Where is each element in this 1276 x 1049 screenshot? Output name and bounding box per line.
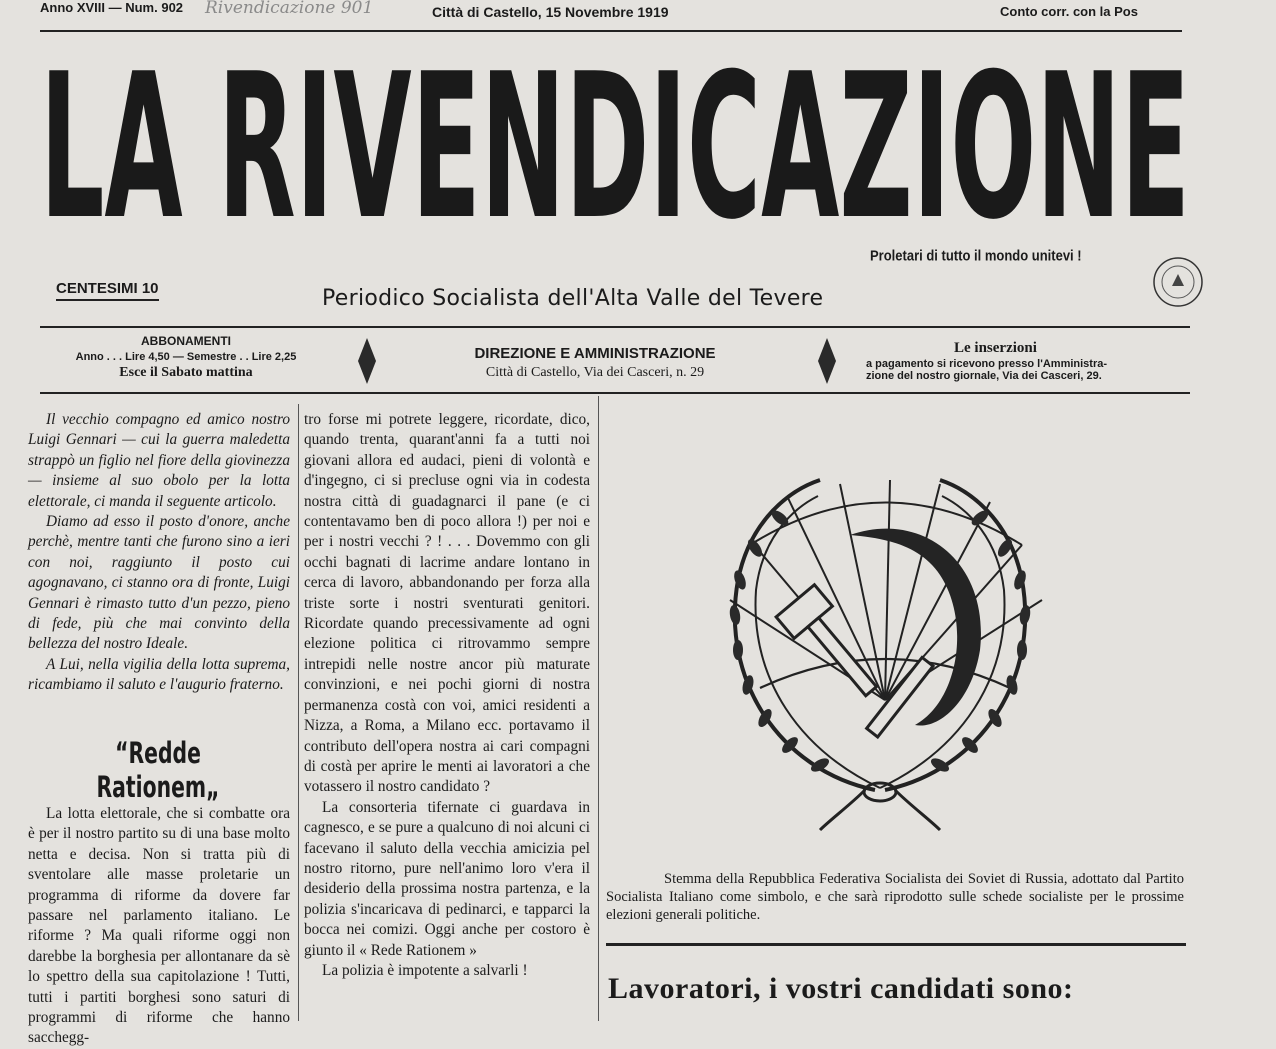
- intro-paragraph: Diamo ad esso il posto d'onore, anche perchè, mentre tanti che furono sino a ieri con noi, raggiunto il posto cui agognavano, ci stanno ora di fronte, Luigi Gennari è rimasto tutto d'un pezzo, pieno di fede, più che mai convinto della bellezza del nostro Ideale.: [28, 513, 290, 653]
- library-stamp: [1150, 254, 1206, 310]
- subtitle: Periodico Socialista dell'Alta Valle del Tevere: [322, 286, 824, 311]
- handwritten-note: Rivendicazione 901: [205, 0, 374, 18]
- column-rule-1: [298, 404, 299, 1021]
- article-paragraph: La polizia è impotente a salvarli !: [322, 961, 528, 979]
- info-rule-bottom: [40, 392, 1190, 394]
- postal-account: Conto corr. con la Pos: [1000, 4, 1138, 19]
- emblem-caption: Stemma della Repubblica Federativa Socialista dei Soviet di Russia, adottato dal Partito Socialista Italiano come simbolo, e che sarà riprodotto sulle schede socialiste per le prossime elezioni generali politiche.: [606, 871, 1184, 923]
- column-rule-2: [598, 396, 599, 1021]
- emblem-hammer-sickle: [690, 450, 1070, 850]
- place-date: Città di Castello, 15 Novembre 1919: [432, 4, 669, 20]
- abbonamenti-prices: Anno . . . Lire 4,50 — Semestre . . Lire 2,25: [75, 351, 297, 363]
- motto: Proletari di tutto il mondo unitevi !: [870, 246, 1082, 265]
- diamond-ornament-right: [816, 336, 838, 386]
- masthead-title-text: LA RIVENDICAZIONE: [40, 31, 1190, 264]
- article-paragraph: La lotta elettorale, che si combatte ora è per il nostro partito su di una base molto netta e decisa. Non si tratta più di sventolare alle masse proletarie un programma di riforme da dovere far passare nel parlamento italiano. Le riforme ? Ma quali riforme oggi non darebbe la borghesia per allontanare da sè lo spettro della sua capitolazione ! Tutti, tutti i partiti borghesi sono saturi di programmi di riforme che hanno sacchegg-: [28, 805, 290, 1047]
- price-box: [56, 280, 159, 301]
- diamond-ornament-left: [356, 336, 378, 386]
- inserzioni-title: Le inserzioni: [954, 340, 1037, 356]
- issue-number: Anno XVIII — Num. 902: [40, 0, 184, 15]
- intro-note: [28, 410, 290, 696]
- publication-day: Esce il Sabato mattina: [119, 365, 253, 380]
- article-paragraph: tro forse mi potrete leggere, ricordate, dico, quando trenta, quarant'anni fa a tutti noi giovani allora ed audaci, pieni di volontà e d'ingegno, ci si precluse ogni via in codesta nostra città di guadagnarci il pane (e ci contentavamo ben di poco allora !) per noi e per i nostri vecchi ? ! . . . Dovemmo con gli occhi bagnati di lacrime andare lontano in cerca di lavoro, abbandonando per forza alla triste sorte i nostri sventurati genitori. Ricordate quando precessivamente ad ogni elezione politica ci ritrovammo sempre intrepidi nelle nostre ancor più maturate convinzioni, e nei pochi giorni di nostra permanenza costà con voi, amici residenti a Nizza, a Roma, a Milano ecc. portavamo il contributo dell'opera nostra ai cari compagni di costà per aprire le menti ai lavoratori a che votassero il nostro candidato ?: [304, 411, 590, 796]
- abbonamenti: [36, 334, 336, 381]
- intro-paragraph: A Lui, nella vigilia della lotta suprema, ricambiamo il saluto e l'augurio fraterno.: [28, 655, 290, 694]
- section-rule: [606, 943, 1186, 946]
- inserzioni-line-2: zione del nostro giornale, Via dei Casceri, 29.: [866, 370, 1102, 382]
- intro-paragraph: Il vecchio compagno ed amico nostro Luigi Gennari — cui la guerra maledetta strappò un figlio nel fiore della giovinezza — insieme al suo obolo per la lotta elettorale, ci manda il seguente articolo.: [28, 411, 290, 510]
- article-paragraph: La consorteria tifernate ci guardava in cagnesco, e se pure a qualcuno di noi alcuni ci facevano il saluto della vecchia amicizia pel nostro ritorno, pure nell'animo loro v'era il desiderio della prossima nostra partenza, e la polizia s'incaricava di pedinarci, e tapparci la bocca nei comizi. Oggi anche per costoro è giunto il « Rede Rationem »: [304, 798, 590, 959]
- candidates-headline: Lavoratori, i vostri candidati sono:: [608, 972, 1074, 1005]
- direzione-title: DIREZIONE E AMMINISTRAZIONE: [474, 345, 716, 362]
- direzione-address: Città di Castello, Via dei Casceri, n. 29: [485, 365, 705, 380]
- abbonamenti-title: ABBONAMENTI: [141, 334, 231, 348]
- article-body-col1: [28, 804, 290, 1047]
- inserzioni-line-1: a pagamento si ricevono presso l'Amministra-: [866, 358, 1108, 370]
- info-rule-top: [40, 326, 1190, 328]
- article-body-col2: [304, 410, 590, 1021]
- price: CENTESIMI 10: [56, 280, 159, 297]
- direzione: [420, 345, 770, 381]
- inserzioni: [866, 340, 1186, 382]
- headline: “Redde Rationem„: [96, 736, 220, 804]
